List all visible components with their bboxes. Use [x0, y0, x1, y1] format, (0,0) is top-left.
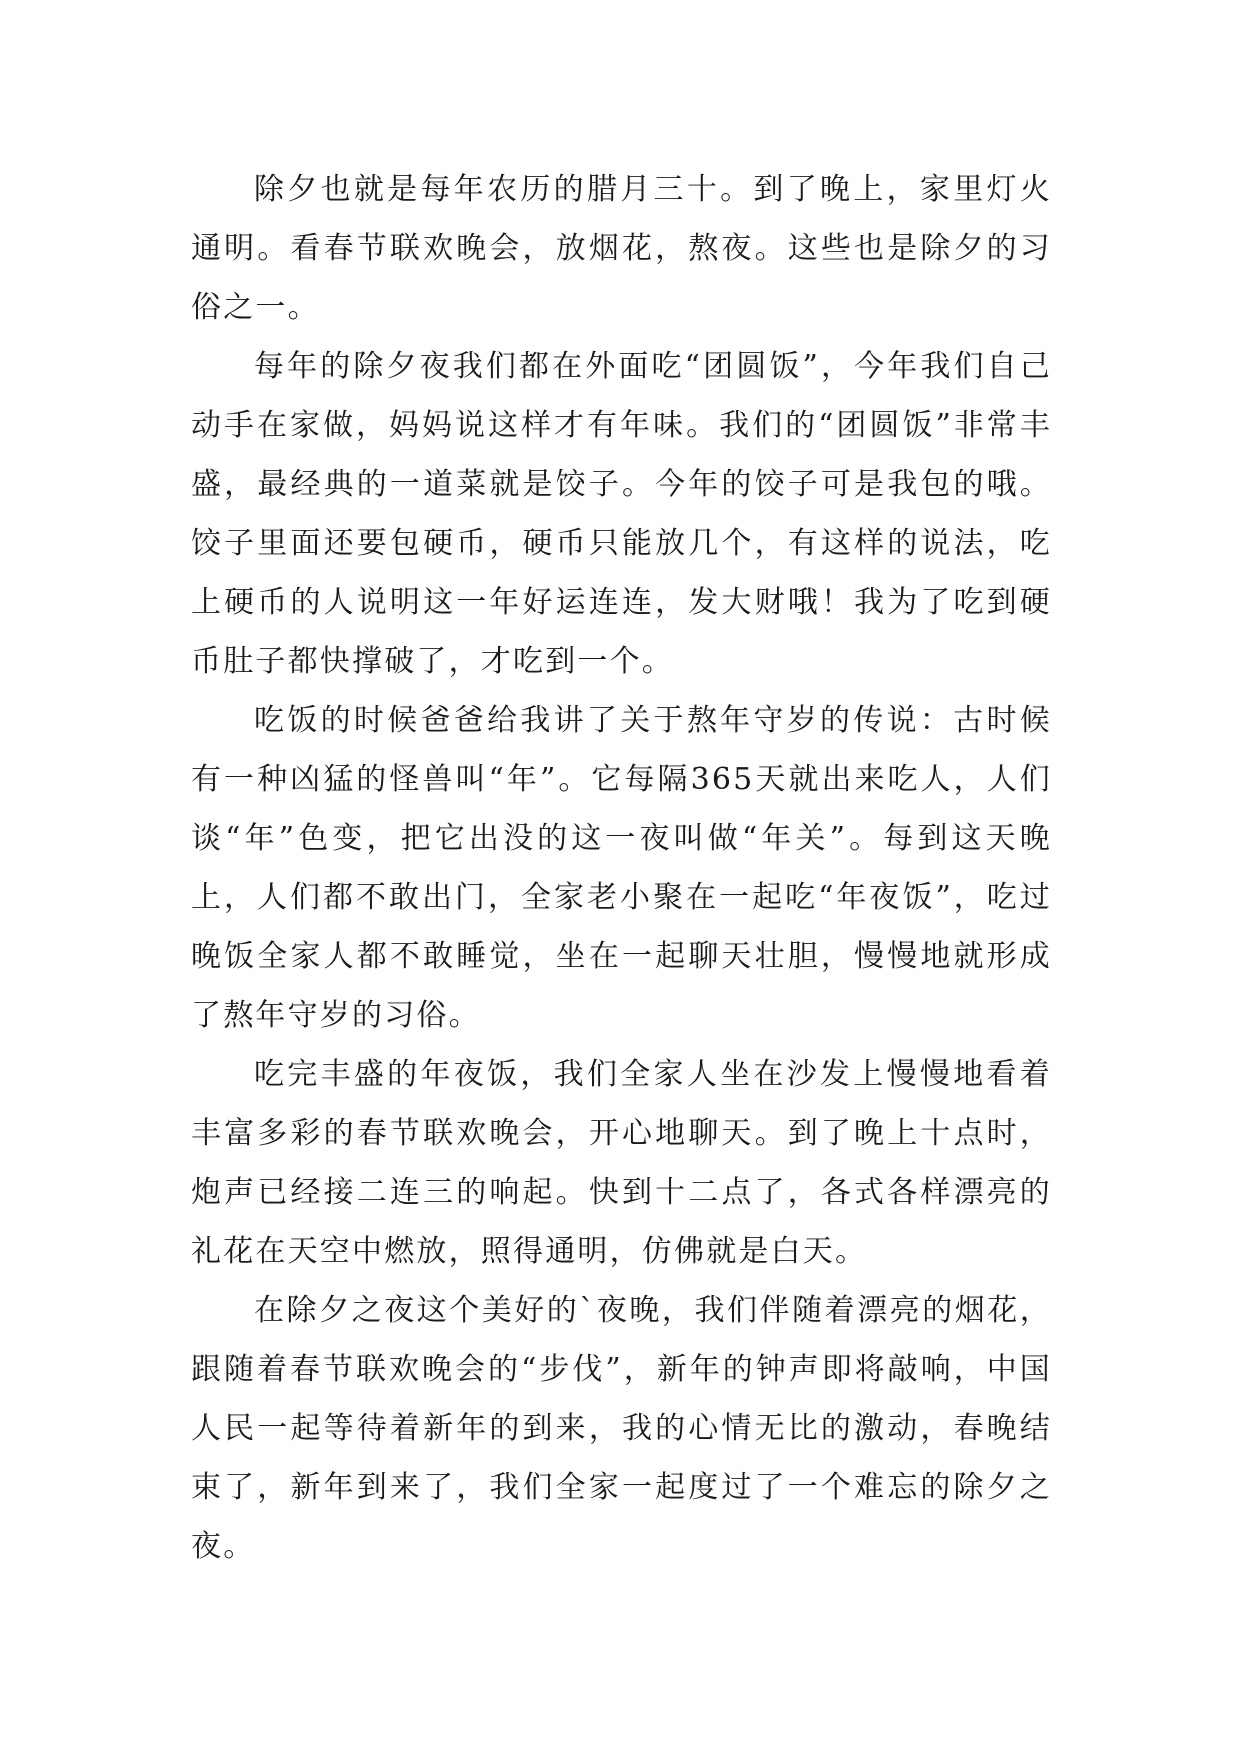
paragraph-3: 吃饭的时候爸爸给我讲了关于熬年守岁的传说：古时候有一种凶猛的怪兽叫“年”。它每隔365天就出来吃人，人们谈“年”色变，把它出没的这一夜叫做“年关”。每到这天晚上，人们都不敢出门，全家老小聚在一起吃“年夜饭”，吃过晚饭全家人都不敢睡觉，坐在一起聊天壮胆，慢慢地就形成了熬年守岁的习俗。	[191, 703, 1052, 1033]
paragraph-5: 在除夕之夜这个美好的`夜晚，我们伴随着漂亮的烟花，跟随着春节联欢晚会的“步伐”，新年的钟声即将敲响，中国人民一起等待着新年的到来，我的心情无比的激动，春晚结束了，新年到来了，我们全家一起度过了一个难忘的除夕之夜。	[191, 1293, 1052, 1564]
paragraph-4: 吃完丰盛的年夜饭，我们全家人坐在沙发上慢慢地看着丰富多彩的春节联欢晚会，开心地聊天。到了晚上十点时，炮声已经接二连三的响起。快到十二点了，各式各样漂亮的礼花在天空中燃放，照得通明，仿佛就是白天。	[191, 1057, 1052, 1269]
paragraph-2: 每年的除夕夜我们都在外面吃“团圆饭”，今年我们自己动手在家做，妈妈说这样才有年味。我们的“团圆饭”非常丰盛，最经典的一道菜就是饺子。今年的饺子可是我包的哦。饺子里面还要包硬币，硬币只能放几个，有这样的说法，吃上硬币的人说明这一年好运连连，发大财哦！我为了吃到硬币肚子都快撑破了，才吃到一个。	[191, 349, 1052, 679]
document-body	[191, 160, 1052, 1576]
paragraph-1: 除夕也就是每年农历的腊月三十。到了晚上，家里灯火通明。看春节联欢晚会，放烟花，熬夜。这些也是除夕的习俗之一。	[191, 172, 1052, 325]
